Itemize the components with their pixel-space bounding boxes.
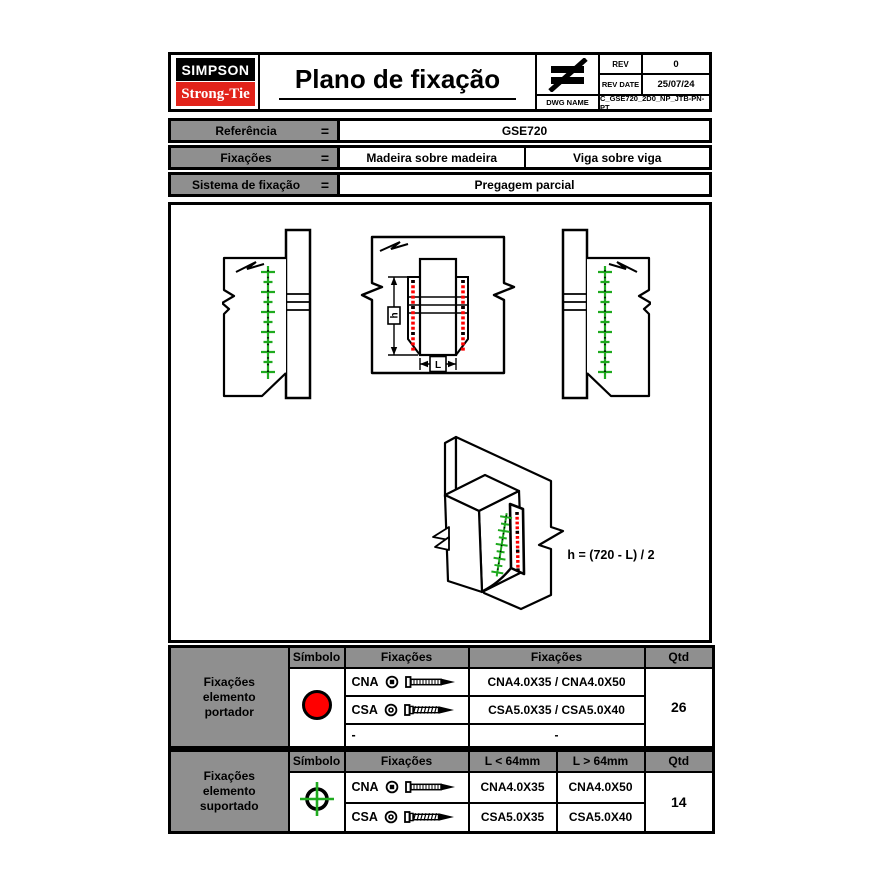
dim-l-label: L [434, 360, 442, 371]
header-fixacoes: Fixações [345, 751, 469, 772]
cna-nail-icon [405, 780, 457, 794]
table-fixings-carrier [168, 645, 715, 749]
red-circle-symbol [302, 690, 332, 720]
supported-row-label: Fixações elemento suportado [170, 751, 289, 833]
carrier-cna-cell [345, 668, 469, 696]
supported-csa-short: CSA5.0X35 [469, 803, 557, 833]
side-view-left [222, 228, 332, 400]
fixings-value-1: Madeira sobre madeira [366, 150, 498, 165]
side-view-right [541, 228, 651, 400]
supported-csa-long: CSA5.0X40 [557, 803, 645, 833]
header-simbolo: Símbolo [289, 751, 345, 772]
table-fixings-supported [168, 749, 715, 834]
reference-label: Referência [215, 123, 277, 138]
rev-date-value: 25/07/24 [657, 79, 695, 90]
carrier-cna-code: CNA [351, 674, 379, 689]
equals-sign: = [320, 122, 329, 139]
carrier-row-label: Fixações elemento portador [170, 647, 289, 748]
supported-qty: 14 [645, 772, 714, 833]
drawing-page [168, 52, 712, 832]
screw-head-icon [384, 810, 398, 824]
fixings-label-cell [171, 148, 340, 167]
csa-screw-icon [404, 810, 456, 824]
reference-value: GSE720 [501, 123, 548, 138]
rev-row [600, 55, 709, 75]
title-cell [260, 55, 537, 109]
system-row [168, 172, 712, 197]
projection-symbol-icon [546, 58, 590, 92]
reference-row [168, 118, 712, 143]
front-view [368, 233, 508, 378]
csa-screw-icon [404, 703, 456, 717]
dwg-name-value: C_GSE720_2D0_NP_JTB-PN-PT [600, 93, 705, 112]
supported-cna-code: CNA [351, 780, 379, 794]
carrier-dash-code: - [351, 728, 356, 743]
drawing-area [168, 202, 712, 643]
equals-sign: = [320, 176, 329, 193]
system-value: Pregagem parcial [474, 177, 575, 192]
fixings-row [168, 145, 712, 170]
header-l-gt-64: L > 64mm [557, 751, 645, 772]
carrier-dash-cell [345, 724, 469, 748]
system-label: Sistema de fixação [191, 177, 301, 192]
supported-csa-code: CSA [351, 810, 378, 825]
brand-simpson: SIMPSON [176, 58, 255, 81]
carrier-cna-value: CNA4.0X35 / CNA4.0X50 [469, 668, 645, 696]
header-fixacoes-2: Fixações [469, 647, 645, 668]
projection-symbol-cell [537, 55, 600, 96]
height-formula: h = (720 - L) / 2 [567, 548, 655, 562]
carrier-qty: 26 [645, 668, 714, 748]
fixings-value-2: Viga sobre viga [524, 148, 710, 167]
rev-label: REV [600, 55, 643, 73]
nail-head-icon [385, 675, 399, 689]
dwg-name-label: DWG NAME [537, 96, 600, 109]
header-qtd: Qtd [645, 647, 714, 668]
supported-symbol-cell [289, 772, 345, 833]
title-block [168, 52, 712, 112]
nail-head-icon [385, 780, 399, 794]
carrier-symbol-cell [289, 668, 345, 748]
header-fixacoes-1: Fixações [345, 647, 469, 668]
supported-cna-long: CNA4.0X50 [557, 772, 645, 803]
header-qtd: Qtd [645, 751, 714, 772]
carrier-csa-value: CSA5.0X35 / CSA5.0X40 [469, 696, 645, 724]
cna-nail-icon [405, 675, 457, 689]
rev-value: 0 [673, 58, 679, 70]
supported-csa-cell [345, 803, 469, 833]
brand-logo [171, 55, 260, 109]
brand-strongtie: Strong-Tie [176, 82, 255, 106]
system-label-cell [171, 175, 340, 194]
carrier-dash-value: - [469, 724, 645, 748]
reference-label-cell [171, 121, 340, 140]
supported-cna-short: CNA4.0X35 [469, 772, 557, 803]
fixings-label: Fixações [220, 150, 272, 165]
carrier-csa-code: CSA [351, 702, 378, 717]
header-l-lt-64: L < 64mm [469, 751, 557, 772]
carrier-csa-cell [345, 696, 469, 724]
equals-sign: = [320, 149, 329, 166]
supported-cna-cell [345, 772, 469, 803]
dwg-name-row [600, 93, 709, 112]
page-title: Plano de fixação [279, 64, 516, 100]
crosshair-symbol [297, 779, 337, 819]
rev-date-label: REV DATE [600, 75, 643, 94]
screw-head-icon [384, 703, 398, 717]
isometric-view [399, 425, 623, 637]
dim-h-label: h [389, 312, 401, 319]
header-simbolo: Símbolo [289, 647, 345, 668]
